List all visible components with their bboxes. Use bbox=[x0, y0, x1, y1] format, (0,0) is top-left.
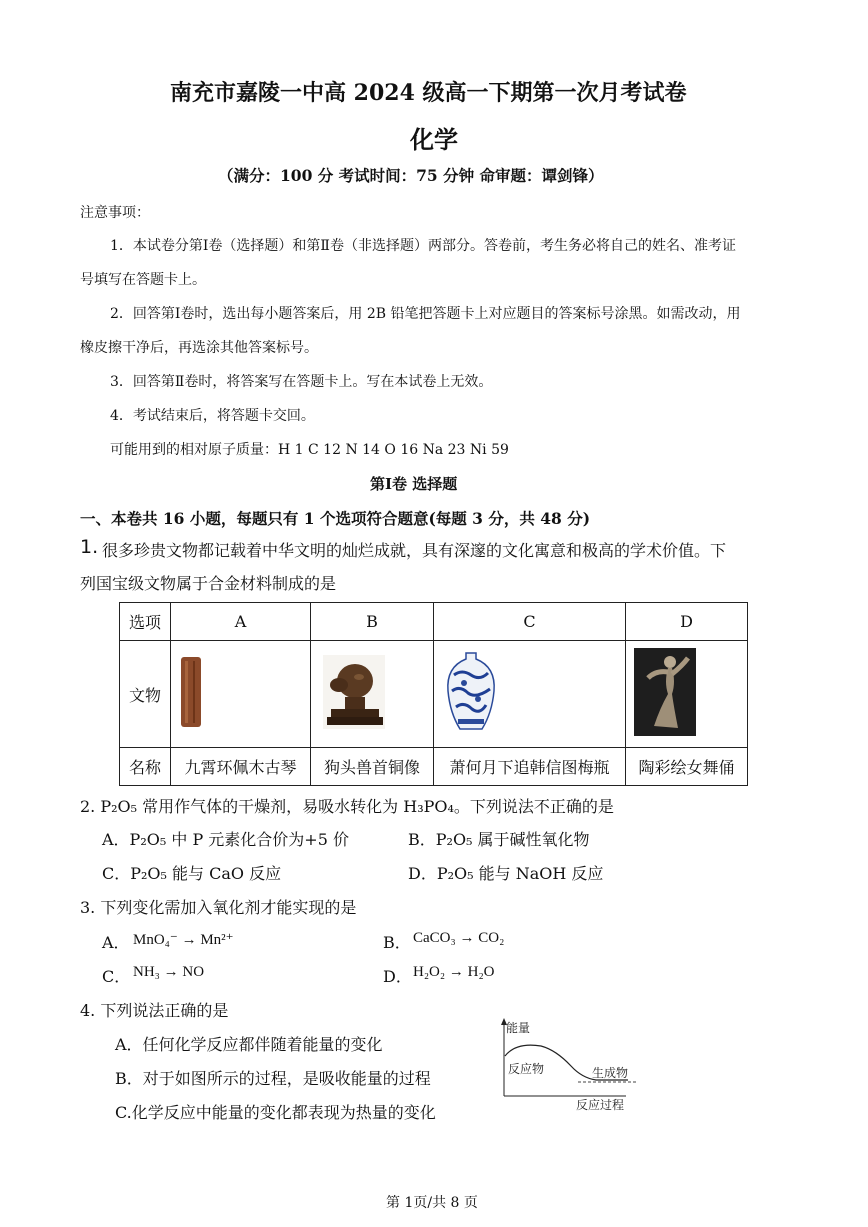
q2-stem: 2. P₂O₅ 常用作气体的干燥剂，易吸水转化为 H₃PO₄。下列说法不正确的是 bbox=[80, 797, 614, 816]
x-axis-label: 反应过程 bbox=[576, 1098, 625, 1112]
option-b-header: B bbox=[311, 603, 434, 641]
q2-option-c: C．P₂O₅ 能与 CaO 反应 bbox=[102, 864, 282, 883]
notice-item-1: 1．本试卷分第Ⅰ卷（选择题）和第Ⅱ卷（非选择题）两部分。答卷前，考生务必将自己的姓名、准考证 bbox=[110, 238, 736, 254]
q2-option-a: A．P₂O₅ 中 P 元素化合价为+5 价 bbox=[102, 830, 349, 849]
artifact-b-name: 狗头兽首铜像 bbox=[311, 748, 434, 786]
q4-option-a: A．任何化学反应都伴随着能量的变化 bbox=[115, 1035, 383, 1054]
meiping-vase-image bbox=[444, 651, 498, 733]
artifact-a-cell bbox=[171, 641, 311, 748]
guqin-image bbox=[179, 655, 203, 729]
q1-stem-line2: 列国宝级文物属于合金材料制成的是 bbox=[80, 574, 337, 593]
q3-option-d-label: D． bbox=[383, 967, 412, 986]
section-instruction: 一、本卷共 16 小题，每题只有 1 个选项符合题意(每题 3 分，共 48 分) bbox=[80, 509, 591, 528]
bronze-dog-head-image bbox=[323, 655, 385, 729]
q1-number: 1. bbox=[80, 536, 99, 558]
q3-option-b: CaCO₃ → CO₂ bbox=[413, 930, 505, 946]
q2-option-d: D．P₂O₅ 能与 NaOH 反应 bbox=[408, 864, 604, 883]
q3-option-c-label: C． bbox=[102, 967, 131, 986]
table-header-label: 选项 bbox=[120, 603, 171, 641]
energy-diagram bbox=[496, 1016, 646, 1116]
reactant-label: 反应物 bbox=[508, 1062, 545, 1076]
q3-option-d: H₂O₂ → H₂O bbox=[413, 964, 495, 980]
section-title: 第Ⅰ卷 选择题 bbox=[370, 475, 458, 493]
artifact-c-name: 萧何月下追韩信图梅瓶 bbox=[434, 748, 626, 786]
q1-stem-line1: 很多珍贵文物都记载着中华文明的灿烂成就，具有深邃的文化寓意和极高的学术价值。下 bbox=[102, 541, 727, 560]
dancer-figurine-image bbox=[634, 648, 696, 736]
exam-meta: （满分：100 分 考试时间：75 分钟 命审题：谭剑锋） bbox=[218, 166, 604, 185]
page-number: 第 1页/共 8 页 bbox=[386, 1195, 478, 1211]
artifact-d-cell bbox=[626, 641, 748, 748]
notice-item-2: 2．回答第Ⅰ卷时，选出每小题答案后，用 2B 铅笔把答题卡上对应题目的答案标号涂黑。如需改动，用 bbox=[110, 306, 741, 322]
artifact-d-name: 陶彩绘女舞俑 bbox=[626, 748, 748, 786]
q3-option-a-label: A． bbox=[102, 933, 130, 952]
notice-item-3: 3．回答第Ⅱ卷时，将答案写在答题卡上。写在本试卷上无效。 bbox=[110, 374, 493, 390]
artifact-c-cell bbox=[434, 641, 626, 748]
notice-item-2-cont: 橡皮擦干净后，再选涂其他答案标号。 bbox=[80, 340, 318, 356]
option-c-header: C bbox=[434, 603, 626, 641]
q3-option-a: MnO₄⁻ → Mn²⁺ bbox=[133, 932, 234, 948]
q1-artifact-table bbox=[119, 602, 748, 786]
product-label: 生成物 bbox=[592, 1066, 629, 1080]
name-row-label: 名称 bbox=[120, 748, 171, 786]
q3-option-b-label: B． bbox=[383, 933, 411, 952]
notice-heading: 注意事项： bbox=[80, 205, 150, 221]
q2-option-b: B．P₂O₅ 属于碱性氧化物 bbox=[408, 830, 590, 849]
q4-stem: 4. 下列说法正确的是 bbox=[80, 1001, 229, 1020]
artifact-a-name: 九霄环佩木古琴 bbox=[171, 748, 311, 786]
atomic-mass-line: 可能用到的相对原子质量：H 1 C 12 N 14 O 16 Na 23 Ni 59 bbox=[110, 442, 509, 458]
notice-item-1-cont: 号填写在答题卡上。 bbox=[80, 272, 206, 288]
notice-item-4: 4．考试结束后，将答题卡交回。 bbox=[110, 408, 315, 424]
q3-stem: 3. 下列变化需加入氧化剂才能实现的是 bbox=[80, 898, 357, 917]
q3-option-c: NH₃ → NO bbox=[133, 964, 205, 980]
option-d-header: D bbox=[626, 603, 748, 641]
y-axis-label: 能量 bbox=[506, 1021, 531, 1035]
subject-title: 化学 bbox=[410, 125, 458, 154]
q4-option-b: B．对于如图所示的过程，是吸收能量的过程 bbox=[115, 1069, 431, 1088]
q4-option-c: C.化学反应中能量的变化都表现为热量的变化 bbox=[115, 1103, 436, 1122]
artifact-b-cell bbox=[311, 641, 434, 748]
exam-title: 南充市嘉陵一中高 2024 级高一下期第一次月考试卷 bbox=[170, 80, 687, 106]
artifact-row-label: 文物 bbox=[120, 641, 171, 748]
option-a-header: A bbox=[171, 603, 311, 641]
